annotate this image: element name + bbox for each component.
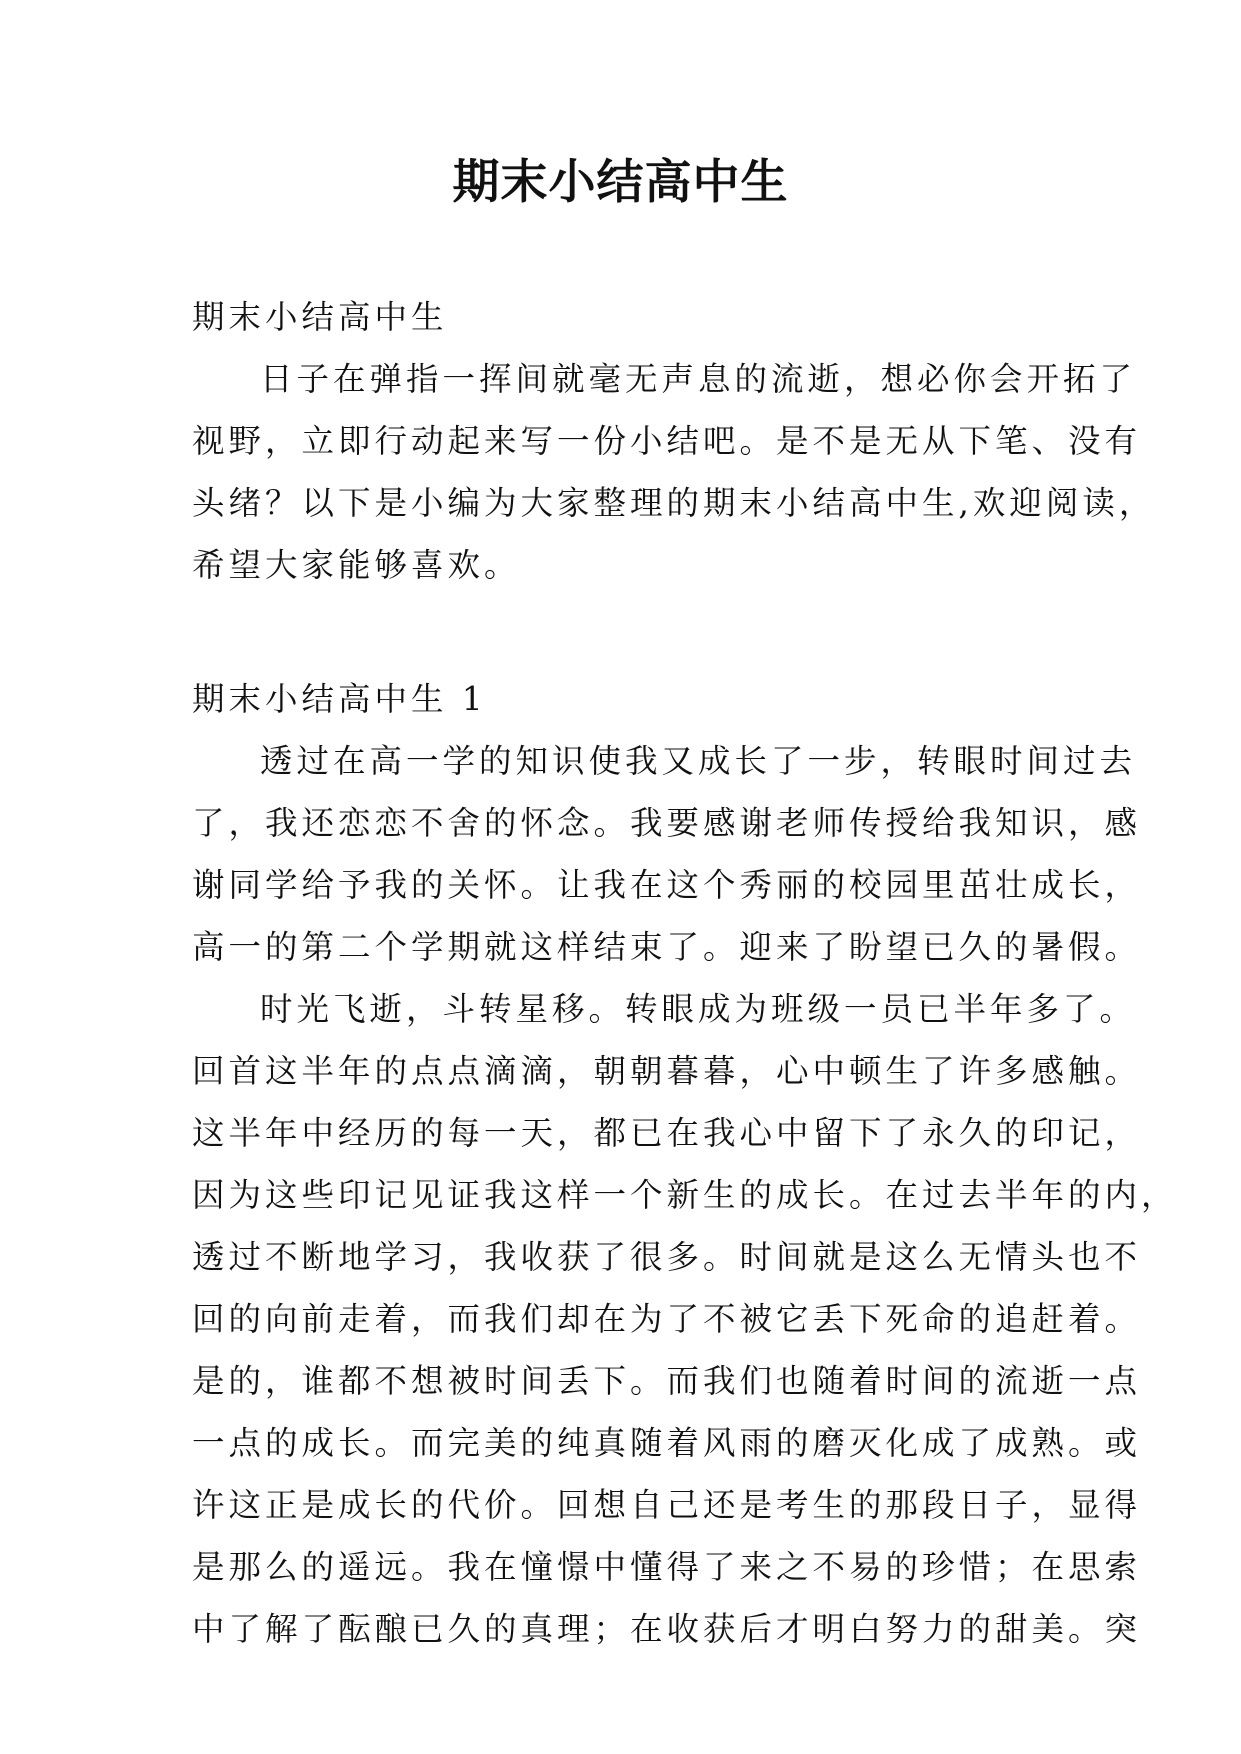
text-line: 回首这半年的点点滴滴，朝朝暮暮，心中顿生了许多感触。 <box>192 1052 1142 1090</box>
text-line: 透过不断地学习，我收获了很多。时间就是这么无情头也不 <box>192 1238 1142 1276</box>
document-body <box>192 286 1178 1660</box>
document-title: 期末小结高中生 <box>452 155 789 210</box>
text-line: 因为这些印记见证我这样一个新生的成长。在过去半年的内， <box>192 1176 1178 1214</box>
text-line: 希望大家能够喜欢。 <box>192 546 521 584</box>
text-line: 透过在高一学的知识使我又成长了一步，转眼时间过去 <box>260 742 1137 780</box>
text-line: 回的向前走着，而我们却在为了不被它丢下死命的追赶着。 <box>192 1300 1142 1338</box>
text-line: 一点的成长。而完美的纯真随着风雨的磨灭化成了成熟。或 <box>192 1424 1142 1462</box>
text-line: 高一的第二个学期就这样结束了。迎来了盼望已久的暑假。 <box>192 928 1142 966</box>
intro-paragraph <box>192 348 1156 596</box>
intro-heading: 期末小结高中生 <box>192 298 448 336</box>
text-line: 谢同学给予我的关怀。让我在这个秀丽的校园里茁壮成长， <box>192 866 1142 904</box>
text-line: 中了解了酝酿已久的真理；在收获后才明白努力的甜美。突 <box>192 1610 1142 1648</box>
text-line: 是的，谁都不想被时间丢下。而我们也随着时间的流逝一点 <box>192 1362 1142 1400</box>
text-line: 是那么的遥远。我在憧憬中懂得了来之不易的珍惜；在思索 <box>192 1548 1142 1586</box>
text-line: 头绪？以下是小编为大家整理的期末小结高中生,欢迎阅读， <box>192 484 1156 522</box>
text-line: 了，我还恋恋不舍的怀念。我要感谢老师传授给我知识，感 <box>192 804 1142 842</box>
section-heading: 期末小结高中生 1 <box>192 680 487 718</box>
section-paragraph-2 <box>192 978 1178 1660</box>
section-paragraph-1 <box>192 730 1142 978</box>
text-line: 这半年中经历的每一天，都已在我心中留下了永久的印记， <box>192 1114 1142 1152</box>
text-line: 视野，立即行动起来写一份小结吧。是不是无从下笔、没有 <box>192 422 1142 460</box>
text-line: 许这正是成长的代价。回想自己还是考生的那段日子，显得 <box>192 1486 1142 1524</box>
paragraph-spacer <box>192 596 1069 668</box>
text-line: 日子在弹指一挥间就毫无声息的流逝，想必你会开拓了 <box>260 360 1137 398</box>
text-line: 时光飞逝，斗转星移。转眼成为班级一员已半年多了。 <box>260 990 1137 1028</box>
